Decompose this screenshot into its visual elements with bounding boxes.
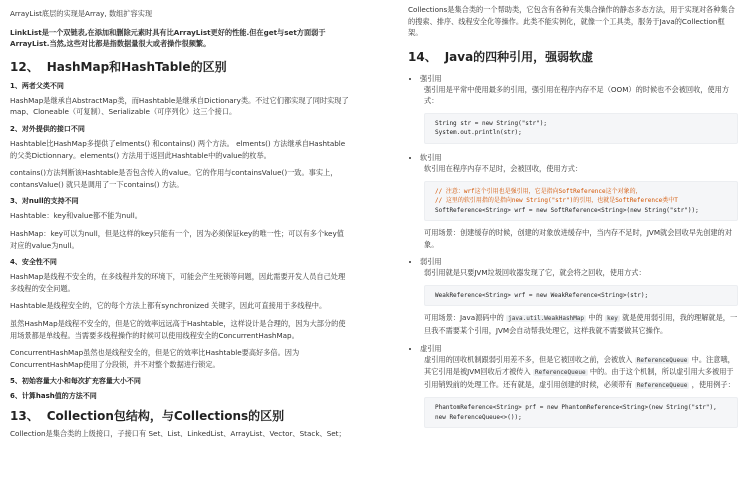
item-3-title: 3、对null的支持不同	[10, 197, 79, 206]
item-2-para-2: contains()方法判断该Hashtable是否包含传入的value。它的作用与containsValue()一致。事实上，contansValue() 就只是调用了一下contains() 方法。	[10, 168, 338, 189]
strong-ref-desc: 强引用是平常中使用最多的引用，强引用在程序内存不足（OOM）的时候也不会被回收，使用方式：	[424, 84, 730, 106]
item-3-para-1: Hashtable：key和value都不能为null。	[10, 211, 142, 221]
soft-ref-code-line: SoftReference<String> wrf = new SoftReference<String>(new String("str"));	[435, 206, 699, 214]
section-13-para: Collection是集合类的上级接口，子接口有 Set、List、LinkedList、ArrayList、Vector、Stack、Set；	[10, 429, 346, 439]
phantom-ref-list	[408, 343, 738, 354]
weak-scene-code-1: java.util.WeakHashMap	[508, 315, 585, 323]
left-column	[10, 0, 350, 440]
section-12-heading	[10, 59, 350, 75]
section-13-title: Collection包结构，与Collections的区别	[46, 409, 285, 424]
weak-scene-text-3: 就是使用弱引用，我的理解就是，一旦我不需要某个引用，JVM会自动帮我处理它，这样我就不需要做其它操作。	[424, 313, 738, 335]
collections-intro: Collections是集合类的一个帮助类，它包含有各种有关集合操作的静态多态方法，用于实现对各种集合的搜索、排序、线程安全化等操作。此类不能实例化，就像一个工具类，服务于Java的Collection框架。	[408, 5, 735, 38]
weak-ref-code-block	[424, 285, 738, 307]
weak-ref-desc: 弱引用就是只要JVM垃圾回收器发现了它，就会将之回收，使用方式：	[424, 268, 646, 278]
phantom-desc-code-3: ReferenceQueue	[636, 381, 688, 389]
item-1-title: 1、两者父类不同	[10, 81, 64, 90]
soft-ref-label: • 软引用	[420, 152, 738, 163]
strong-ref-code-line-2: System.out.println(str);	[435, 129, 522, 137]
item-2-para-1: Hashtable比HashMap多提供了elments() 和contains() 两个方法。 elments() 方法继承自Hashtable的父类Dictionnary。elements() 方法用于返回此Hashtable中的value的枚举。	[10, 138, 346, 160]
intro-line: ArrayList底层的实现是Array, 数组扩容实现	[10, 9, 153, 18]
phantom-desc-text-3: 中的。由于这个机制，所以虚引用大多被用于引用销毁前的处理工作。还有就是，虚引用创建的时候，必须带有	[424, 367, 734, 389]
item-4-para-2: Hashtable是线程安全的，它的每个方法上都有synchronized 关键字，因此可直接用于多线程中。	[10, 301, 327, 311]
phantom-ref-desc	[408, 354, 738, 392]
soft-ref-comment-2: // 这里的软引用指的是指向new String("str")的引用，也就是SoftReference类中T	[435, 197, 678, 205]
phantom-desc-text-2: 中。注意哦，其它引用是被JVM回收后才被传入	[424, 354, 735, 377]
soft-ref-desc: 软引用在程序内存不足时，会被回收，使用方式：	[424, 163, 583, 173]
weak-ref-code-line: WeakReference<String> wrf = new WeakReference<String>(str);	[435, 291, 649, 299]
item-5-title: 5、初始容量大小和每次扩充容量大小不同	[10, 377, 141, 386]
item-3-para-2: HashMap：key可以为null，但是这样的key只能有一个，因为必须保证key的唯一性；可以有多个key值对应的value为null。	[10, 228, 344, 250]
phantom-ref-code-block	[424, 397, 738, 428]
strong-ref-code-line-1: String str = new String("str");	[435, 119, 547, 127]
strong-ref-label: • 强引用	[420, 73, 738, 84]
item-4-title: 4、安全性不同	[10, 258, 57, 267]
intro-bold: LinkList是一个双链表,在添加和删除元素时具有比ArrayList更好的性能.但在get与set方面弱于ArrayList.当然,这些对比都是指数据量很大或者操作很频繁。	[10, 27, 326, 49]
item-4-para-4: ConcurrentHashMap虽然也是线程安全的，但是它的效率比Hashtable要高好多倍。因为ConcurrentHashMap使用了分段锁，并不对整个数据进行锁定。	[10, 348, 300, 369]
weak-scene-text-2: 中的	[588, 313, 603, 323]
soft-ref-list	[408, 152, 738, 163]
weak-ref-scene	[408, 312, 738, 336]
phantom-desc-code-1: ReferenceQueue	[636, 356, 688, 364]
strong-ref-code-block	[424, 113, 738, 144]
weak-scene-text-1: 可用场景：Java源码中的	[424, 313, 504, 323]
item-1-para-1: HashMap是继承自AbstractMap类，而Hashtable是继承自Dictionary类。不过它们都实现了同时实现了map、Cloneable（可复制）、Serializable（可序列化）这三个接口。	[10, 95, 349, 117]
phantom-ref-code-line-1: PhantomReference<String> prf = new PhantomReference<String>(new String("str"),	[435, 404, 717, 412]
item-6-title: 6、计算hash值的方法不同	[10, 392, 97, 401]
phantom-ref-code-line-2: new ReferenceQueue<>());	[435, 413, 522, 421]
section-14-heading	[408, 49, 738, 65]
section-13-number: 13、	[10, 409, 39, 424]
section-12-number: 12、	[10, 59, 39, 74]
strong-ref-list	[408, 73, 738, 84]
item-2-title: 2、对外提供的接口不同	[10, 124, 85, 133]
right-column	[408, 0, 738, 428]
phantom-desc-text-1: 虚引用的回收机制跟弱引用差不多，但是它被回收之前，会被放入	[424, 354, 633, 364]
weak-ref-label: • 弱引用	[420, 256, 738, 267]
soft-ref-code-block	[424, 181, 738, 222]
weak-ref-list	[408, 256, 738, 267]
section-14-number: 14、	[408, 49, 437, 64]
soft-ref-scene: 可用场景：创建缓存的时候，创建的对象放进缓存中，当内存不足时，JVM就会回收早先创建的对象。	[424, 228, 732, 249]
section-13-heading	[10, 408, 350, 424]
item-4-para-1: HashMap是线程不安全的，在多线程并发的环境下，可能会产生死锁等问题，因此需要开发人员自己处理多线程的安全问题。	[10, 272, 346, 293]
phantom-ref-label: • 虚引用	[420, 343, 738, 354]
phantom-desc-text-4: ，使用例子：	[691, 379, 735, 389]
section-14-title: Java的四种引用，强弱软虚	[444, 49, 594, 64]
section-12-title: HashMap和HashTable的区别	[46, 59, 227, 74]
phantom-desc-code-2: ReferenceQueue	[534, 369, 586, 377]
weak-scene-code-2: key	[607, 315, 618, 323]
item-4-para-3: 虽然HashMap是线程不安全的，但是它的效率远远高于Hashtable，这样设计是合理的，因为大部分的使用场景都是单线程。当需要多线程操作的时候可以使用线程安全的ConcurrentHashMap。	[10, 318, 346, 340]
soft-ref-comment-1: // 注意：wrf这个引用也是强引用，它是指向SoftReference这个对象的，	[435, 187, 642, 195]
